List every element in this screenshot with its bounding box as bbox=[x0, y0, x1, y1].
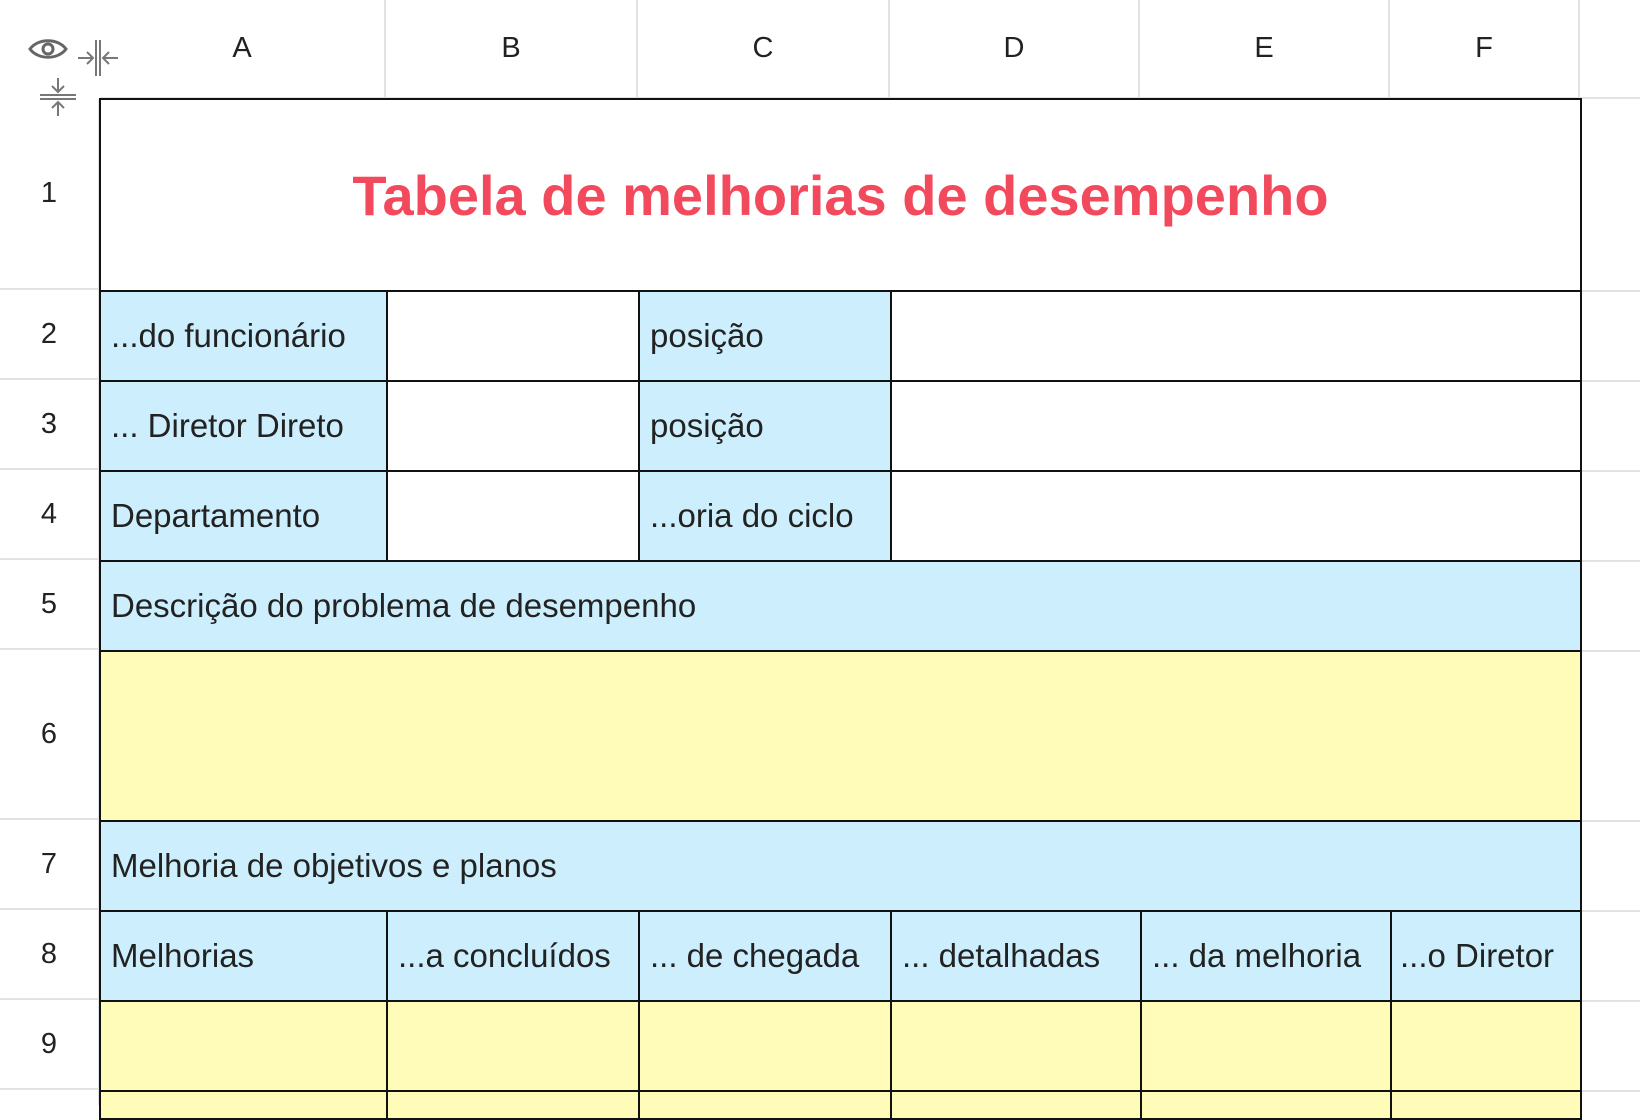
column-header-b[interactable]: B bbox=[386, 0, 638, 99]
plan-input-cell[interactable] bbox=[99, 1000, 388, 1092]
cycle-value-cell[interactable] bbox=[890, 470, 1582, 562]
cycle-label-cell[interactable]: ...oria do ciclo bbox=[638, 470, 892, 562]
plan-input-cell[interactable] bbox=[386, 1090, 640, 1120]
column-header-d[interactable]: D bbox=[890, 0, 1140, 99]
plan-input-cell[interactable] bbox=[890, 1090, 1142, 1120]
gridline bbox=[1580, 1000, 1640, 1002]
plan-input-cell[interactable] bbox=[890, 1000, 1142, 1092]
row-header-8[interactable]: 8 bbox=[0, 910, 100, 1000]
department-value-cell[interactable] bbox=[386, 470, 640, 562]
plan-input-cell[interactable] bbox=[99, 1090, 388, 1120]
gridline bbox=[1580, 380, 1640, 382]
problem-description-cell[interactable] bbox=[99, 650, 1582, 822]
plan-column-director[interactable]: ...o Diretor bbox=[1390, 910, 1582, 1002]
row-header-10[interactable] bbox=[0, 1090, 100, 1105]
gridline bbox=[1580, 1090, 1640, 1092]
gridline bbox=[1580, 910, 1640, 912]
plan-column-improvements[interactable]: Melhorias bbox=[99, 910, 388, 1002]
column-header-empty bbox=[1580, 0, 1640, 99]
corner-controls bbox=[0, 0, 100, 99]
gridline bbox=[1580, 470, 1640, 472]
department-label-cell[interactable]: Departamento bbox=[99, 470, 388, 562]
plan-column-completed[interactable]: ...a concluídos bbox=[386, 910, 640, 1002]
plan-column-arrival[interactable]: ... de chegada bbox=[638, 910, 892, 1002]
employee-value-cell[interactable] bbox=[386, 290, 640, 382]
row-header-9[interactable]: 9 bbox=[0, 1000, 100, 1090]
eye-icon[interactable] bbox=[28, 36, 68, 62]
director-position-value-cell[interactable] bbox=[890, 380, 1582, 472]
row-header-4[interactable]: 4 bbox=[0, 470, 100, 560]
title-cell[interactable]: Tabela de melhorias de desempenho bbox=[99, 98, 1582, 292]
row-header-5[interactable]: 5 bbox=[0, 560, 100, 650]
plan-input-cell[interactable] bbox=[638, 1090, 892, 1120]
director-position-label-cell[interactable]: posição bbox=[638, 380, 892, 472]
row-header-7[interactable]: 7 bbox=[0, 820, 100, 910]
plan-input-cell[interactable] bbox=[1390, 1090, 1582, 1120]
director-value-cell[interactable] bbox=[386, 380, 640, 472]
gridline bbox=[1580, 290, 1640, 292]
plan-input-cell[interactable] bbox=[1140, 1000, 1392, 1092]
plan-input-cell[interactable] bbox=[638, 1000, 892, 1092]
row-header-2[interactable]: 2 bbox=[0, 290, 100, 380]
plan-column-details[interactable]: ... detalhadas bbox=[890, 910, 1142, 1002]
row-header-3[interactable]: 3 bbox=[0, 380, 100, 470]
plan-input-cell[interactable] bbox=[1390, 1000, 1582, 1092]
column-header-c[interactable]: C bbox=[638, 0, 890, 99]
plan-input-cell[interactable] bbox=[1140, 1090, 1392, 1120]
column-header-f[interactable]: F bbox=[1390, 0, 1580, 99]
gridline bbox=[1580, 560, 1640, 562]
plan-column-improvement[interactable]: ... da melhoria bbox=[1140, 910, 1392, 1002]
plans-header-cell[interactable]: Melhoria de objetivos e planos bbox=[99, 820, 1582, 912]
column-header-a[interactable]: A bbox=[100, 0, 386, 99]
problem-header-cell[interactable]: Descrição do problema de desempenho bbox=[99, 560, 1582, 652]
row-header-6[interactable]: 6 bbox=[0, 650, 100, 820]
gridline bbox=[1580, 820, 1640, 822]
row-header-1[interactable]: 1 bbox=[0, 99, 100, 290]
position-value-cell[interactable] bbox=[890, 290, 1582, 382]
plan-input-cell[interactable] bbox=[386, 1000, 640, 1092]
employee-label-cell[interactable]: ...do funcionário bbox=[99, 290, 388, 382]
gridline bbox=[1580, 650, 1640, 652]
column-header-e[interactable]: E bbox=[1140, 0, 1390, 99]
position-label-cell[interactable]: posição bbox=[638, 290, 892, 382]
director-label-cell[interactable]: ... Diretor Direto bbox=[99, 380, 388, 472]
